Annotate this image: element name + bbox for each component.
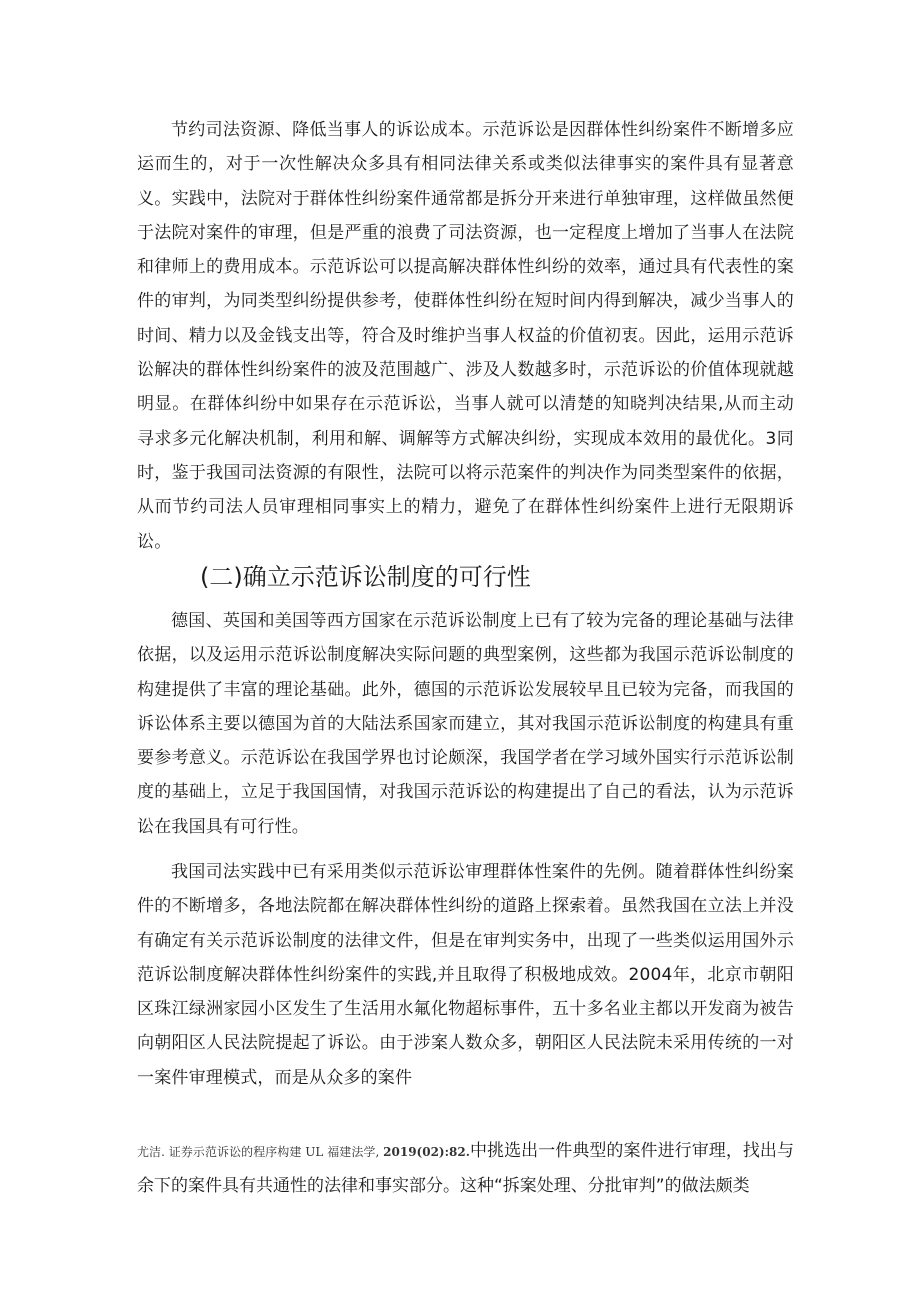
body-paragraph-2: 德国、英国和美国等西方国家在示范诉讼制度上已有了较为完备的理论基础与法律依据，以及运用示范诉讼制度解决实际问题的典型案例，这些都为我国示范诉讼制度的构建提供了丰富的理论基础。此外，德国的示范诉讼发展较早且已较为完备，而我国的诉讼体系主要以德国为首的大陆法系国家而建立，其对我国示范诉讼制度的构建具有重要参考意义。示范诉讼在我国学界也讨论颇深，我国学者在学习域外国实行示范诉讼制度的基础上，立足于我国国情，对我国示范诉讼的构建提出了自己的看法，认为示范诉讼在我国具有可行性。 xyxy=(137,611,794,837)
footnote-reference: 尤洁. 证券示范诉讼的程序构建 UL 福建法学, xyxy=(137,1145,384,1159)
body-paragraph-3: 我国司法实践中已有采用类似示范诉讼审理群体性案件的先例。随着群体性纠纷案件的不断增多，各地法院都在解决群体性纠纷的道路上探索着。虽然我国在立法上并没有确定有关示范诉讼制度的法律文件，但是在审判实务中，出现了一些类似运用国外示范诉讼制度解决群体性纠纷案件的实践,并且取得了积极地成效。2004年，北京市朝阳区珠江绿洲家园小区发生了生活用水氟化物超标事件，五十多名业主都以开发商为被告向朝阳区人民法院提起了诉讼。由于涉案人数众多，朝阳区人民法院未采用传统的一对一案件审理模式，而是从众多的案件 xyxy=(137,862,794,1088)
footnote-reference-page: 2019(02):82. xyxy=(383,1145,470,1159)
footnote-block xyxy=(137,1134,794,1204)
section-heading: (二)确立示范诉讼制度的可行性 xyxy=(200,563,531,591)
body-paragraph-1: 节约司法资源、降低当事人的诉讼成本。示范诉讼是因群体性纠纷案件不断增多应运而生的，对于一次性解决众多具有相同法律关系或类似法律事实的案件具有显著意义。实践中，法院对于群体性纠纷案件通常都是拆分开来进行单独审理，这样做虽然便于法院对案件的审理，但是严重的浪费了司法资源，也一定程度上增加了当事人在法院和律师上的费用成本。示范诉讼可以提高解决群体性纠纷的效率，通过具有代表性的案件的审判，为同类型纠纷提供参考，使群体性纠纷在短时间内得到解决，减少当事人的时间、精力以及金钱支出等，符合及时维护当事人权益的价值初衷。因此，运用示范诉讼解决的群体性纠纷案件的波及范围越广、涉及人数越多时，示范诉讼的价值体现就越明显。在群体纠纷中如果存在示范诉讼，当事人就可以清楚的知晓判决结果,从而主动寻求多元化解决机制，利用和解、调解等方式解决纠纷，实现成本效用的最优化。3同时，鉴于我国司法资源的有限性，法院可以将示范案件的判决作为同类型案件的依据，从而节约司法人员审理相同事实上的精力，避免了在群体性纠纷案件上进行无限期诉讼。 xyxy=(137,120,794,552)
footnote-continuation-text: 中挑选出一件典型的案件进行审理，找出与余下的案件具有共通性的法律和事实部分。这种“拆案处理、分批审判”的做法颇类 xyxy=(137,1141,794,1197)
